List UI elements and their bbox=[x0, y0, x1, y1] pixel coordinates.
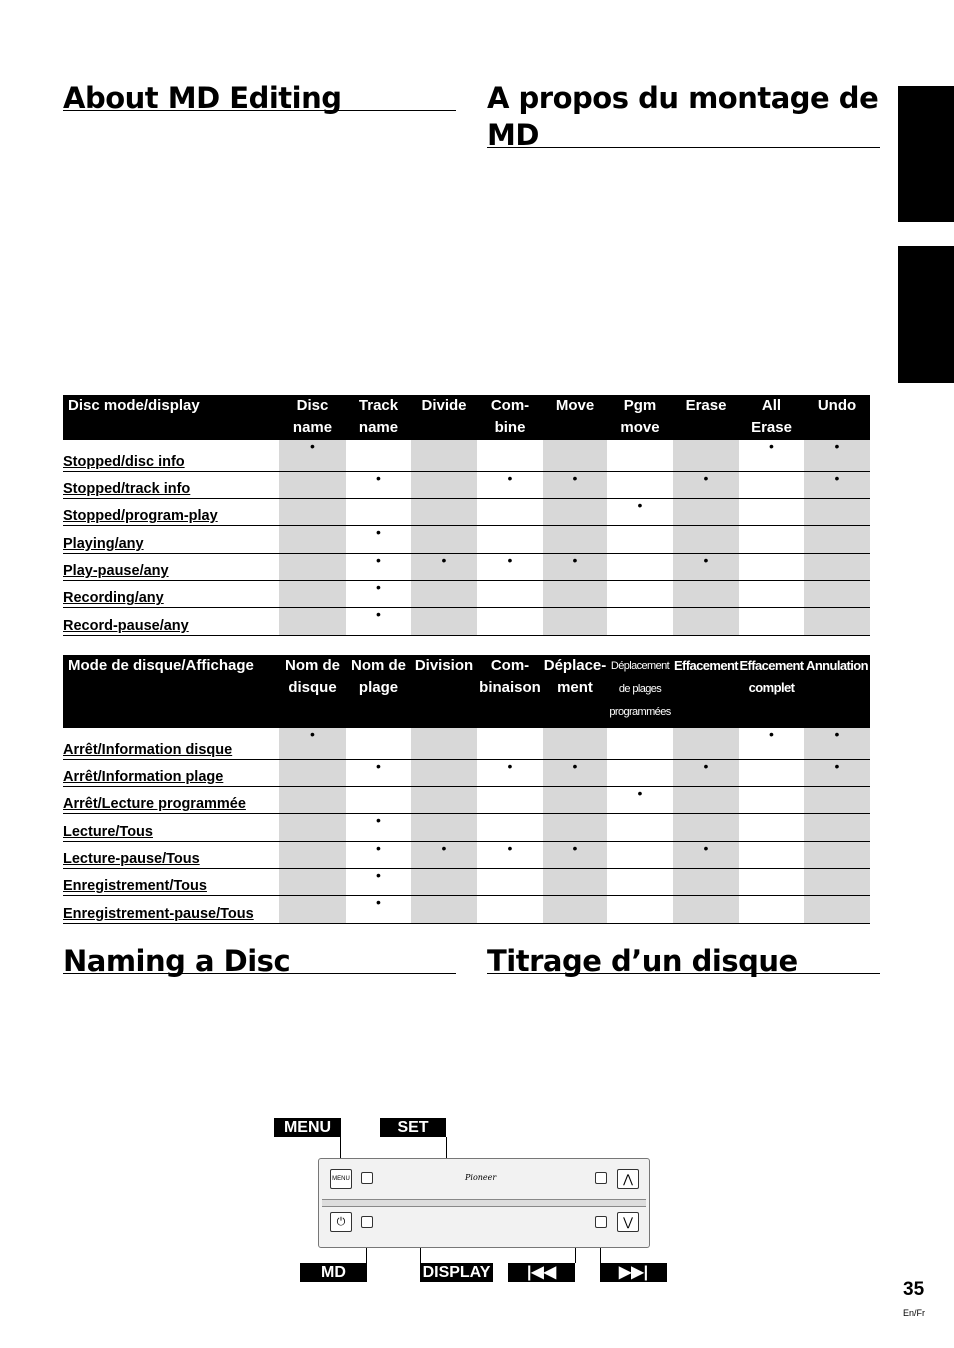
table-row bbox=[63, 841, 870, 868]
display-button-label: DISPLAY bbox=[420, 1263, 493, 1282]
previous-track-label: |◀◀ bbox=[508, 1263, 575, 1282]
col-header: Com- bine bbox=[477, 395, 543, 440]
table-cell bbox=[673, 728, 739, 759]
table-cell bbox=[804, 869, 870, 896]
table-row bbox=[63, 581, 870, 608]
bullet-mark: • bbox=[543, 471, 607, 498]
language-tab-french bbox=[898, 246, 954, 383]
table-cell bbox=[543, 869, 607, 896]
table-cell bbox=[477, 786, 543, 813]
table-cell bbox=[739, 526, 804, 553]
table-cell bbox=[279, 526, 346, 553]
table-cell bbox=[543, 581, 607, 608]
table-row bbox=[63, 553, 870, 580]
bullet-mark: • bbox=[739, 440, 804, 471]
table-cell bbox=[411, 814, 477, 841]
table-cell bbox=[477, 869, 543, 896]
table-cell bbox=[279, 786, 346, 813]
table-cell bbox=[804, 841, 870, 868]
table-cell bbox=[411, 759, 477, 786]
table-cell bbox=[673, 440, 739, 471]
table-cell bbox=[411, 896, 477, 923]
table-row bbox=[63, 814, 870, 841]
table-cell bbox=[543, 814, 607, 841]
table-cell bbox=[804, 786, 870, 813]
table-cell bbox=[739, 759, 804, 786]
table-cell bbox=[607, 759, 673, 786]
table-cell bbox=[739, 471, 804, 498]
col-header: Effacement complet bbox=[739, 655, 804, 728]
col-header: Mode de disque/Affichage bbox=[63, 655, 279, 728]
col-header: Effacement bbox=[673, 655, 739, 728]
table-cell bbox=[279, 581, 346, 608]
table-cell bbox=[279, 841, 346, 868]
col-header: Déplacement de plages programmées bbox=[607, 655, 673, 728]
down-arrow-icon[interactable]: ⋁ bbox=[617, 1212, 639, 1232]
menu-button-label: MENU bbox=[274, 1118, 341, 1137]
table-cell bbox=[411, 526, 477, 553]
table-cell bbox=[607, 581, 673, 608]
table-cell bbox=[477, 608, 543, 635]
table-cell bbox=[477, 581, 543, 608]
heading-naming-a-disc: Naming a Disc bbox=[63, 944, 291, 978]
col-header: Disc name bbox=[279, 395, 346, 440]
bullet-mark: • bbox=[543, 841, 607, 868]
table-cell bbox=[411, 440, 477, 471]
table-cell bbox=[411, 581, 477, 608]
col-header: Track name bbox=[346, 395, 411, 440]
bullet-mark: • bbox=[739, 728, 804, 759]
heading-about-md-editing: About MD Editing bbox=[63, 81, 342, 115]
table-cell bbox=[804, 581, 870, 608]
row-label: Enregistrement/Tous bbox=[63, 869, 279, 896]
bullet-mark: • bbox=[477, 759, 543, 786]
table-cell bbox=[411, 498, 477, 525]
table-cell bbox=[804, 498, 870, 525]
bullet-mark: • bbox=[673, 841, 739, 868]
table-cell bbox=[411, 471, 477, 498]
table-row bbox=[63, 728, 870, 759]
language-tab-english bbox=[898, 86, 954, 222]
table-cell bbox=[607, 608, 673, 635]
row-label: Stopped/track info bbox=[63, 471, 279, 498]
bullet-mark: • bbox=[673, 471, 739, 498]
table-cell bbox=[279, 498, 346, 525]
table-cell bbox=[543, 440, 607, 471]
col-header: Annulation bbox=[804, 655, 870, 728]
table-cell bbox=[411, 786, 477, 813]
heading-titrage: Titrage d’un disque bbox=[487, 944, 798, 978]
col-header: Erase bbox=[673, 395, 739, 440]
editing-table-en bbox=[63, 395, 870, 636]
heading-rule bbox=[487, 973, 880, 974]
table-cell bbox=[673, 608, 739, 635]
table-cell bbox=[477, 814, 543, 841]
table-cell bbox=[673, 814, 739, 841]
md-button[interactable] bbox=[361, 1216, 373, 1228]
table-cell bbox=[279, 553, 346, 580]
col-header: Com- binaison bbox=[477, 655, 543, 728]
col-header: Pgm move bbox=[607, 395, 673, 440]
bullet-mark: • bbox=[673, 553, 739, 580]
bullet-mark: • bbox=[411, 553, 477, 580]
col-header: Undo bbox=[804, 395, 870, 440]
heading-a-propos: A propos du montage de MD bbox=[487, 81, 879, 152]
table-cell bbox=[279, 869, 346, 896]
table-cell bbox=[607, 814, 673, 841]
table-cell bbox=[279, 471, 346, 498]
table-cell bbox=[411, 869, 477, 896]
table-cell bbox=[739, 498, 804, 525]
bullet-mark: • bbox=[346, 841, 411, 868]
table-cell bbox=[739, 553, 804, 580]
table-cell bbox=[673, 896, 739, 923]
bullet-mark: • bbox=[346, 814, 411, 841]
table-cell bbox=[346, 728, 411, 759]
table-cell bbox=[477, 526, 543, 553]
bullet-mark: • bbox=[346, 759, 411, 786]
table-cell bbox=[673, 581, 739, 608]
table-cell bbox=[739, 608, 804, 635]
bullet-mark: • bbox=[607, 786, 673, 813]
table-cell bbox=[477, 498, 543, 525]
heading-rule bbox=[63, 973, 456, 974]
md-button-label: MD bbox=[300, 1263, 367, 1282]
table-cell bbox=[739, 581, 804, 608]
bullet-mark: • bbox=[279, 728, 346, 759]
table-cell bbox=[804, 526, 870, 553]
table-cell bbox=[477, 440, 543, 471]
col-header: Nom de disque bbox=[279, 655, 346, 728]
table-cell bbox=[739, 841, 804, 868]
remote-control-panel bbox=[318, 1158, 650, 1248]
bullet-mark: • bbox=[346, 608, 411, 635]
row-label: Lecture-pause/Tous bbox=[63, 841, 279, 868]
col-header: Déplace- ment bbox=[543, 655, 607, 728]
col-header: All Erase bbox=[739, 395, 804, 440]
table-cell bbox=[279, 814, 346, 841]
table-row bbox=[63, 526, 870, 553]
editing-table-fr bbox=[63, 655, 870, 924]
heading-rule bbox=[487, 147, 880, 148]
table-cell bbox=[543, 786, 607, 813]
table-cell bbox=[607, 471, 673, 498]
row-label: Arrêt/Information disque bbox=[63, 728, 279, 759]
table-cell bbox=[543, 526, 607, 553]
bullet-mark: • bbox=[804, 440, 870, 471]
panel-small-button[interactable] bbox=[595, 1172, 607, 1184]
bullet-mark: • bbox=[477, 553, 543, 580]
panel-small-button[interactable] bbox=[361, 1172, 373, 1184]
table-cell bbox=[607, 841, 673, 868]
table-cell bbox=[607, 440, 673, 471]
page-number: 35 bbox=[903, 1279, 925, 1300]
table-cell bbox=[739, 896, 804, 923]
col-header: Disc mode/display bbox=[63, 395, 279, 440]
table-cell bbox=[804, 896, 870, 923]
table-cell bbox=[804, 608, 870, 635]
bullet-mark: • bbox=[543, 553, 607, 580]
bullet-mark: • bbox=[673, 759, 739, 786]
table-row bbox=[63, 608, 870, 635]
table-cell bbox=[411, 608, 477, 635]
table-cell bbox=[279, 759, 346, 786]
row-label: Arrêt/Lecture programmée bbox=[63, 786, 279, 813]
bullet-mark: • bbox=[346, 896, 411, 923]
bullet-mark: • bbox=[346, 869, 411, 896]
bullet-mark: • bbox=[346, 471, 411, 498]
table-row bbox=[63, 440, 870, 471]
table-cell bbox=[543, 728, 607, 759]
table-cell bbox=[673, 869, 739, 896]
bullet-mark: • bbox=[346, 581, 411, 608]
bullet-mark: • bbox=[346, 526, 411, 553]
table-cell bbox=[346, 498, 411, 525]
bullet-mark: • bbox=[607, 498, 673, 525]
table-cell bbox=[673, 498, 739, 525]
row-label: Enregistrement-pause/Tous bbox=[63, 896, 279, 923]
table-cell bbox=[804, 814, 870, 841]
table-cell bbox=[673, 526, 739, 553]
table-cell bbox=[477, 728, 543, 759]
table-cell bbox=[279, 608, 346, 635]
table-cell bbox=[804, 553, 870, 580]
bullet-mark: • bbox=[477, 471, 543, 498]
table-cell bbox=[411, 728, 477, 759]
table-cell bbox=[739, 814, 804, 841]
table-row bbox=[63, 896, 870, 923]
row-label: Playing/any bbox=[63, 526, 279, 553]
power-icon[interactable]: ⏻ bbox=[330, 1212, 352, 1232]
row-label: Record-pause/any bbox=[63, 608, 279, 635]
up-arrow-icon[interactable]: ⋀ bbox=[617, 1169, 639, 1189]
table-cell bbox=[477, 896, 543, 923]
bullet-mark: • bbox=[804, 728, 870, 759]
table-row bbox=[63, 759, 870, 786]
table-cell bbox=[543, 498, 607, 525]
bullet-mark: • bbox=[543, 759, 607, 786]
table-cell bbox=[607, 526, 673, 553]
table-cell bbox=[607, 869, 673, 896]
row-label: Play-pause/any bbox=[63, 553, 279, 580]
next-track-label: ▶▶| bbox=[600, 1263, 667, 1282]
row-label: Arrêt/Information plage bbox=[63, 759, 279, 786]
bullet-mark: • bbox=[346, 553, 411, 580]
panel-small-button[interactable] bbox=[595, 1216, 607, 1228]
panel-menu-button[interactable]: MENU bbox=[330, 1169, 352, 1189]
table-cell bbox=[543, 896, 607, 923]
table-row bbox=[63, 786, 870, 813]
table-cell bbox=[607, 728, 673, 759]
table-cell bbox=[346, 440, 411, 471]
table-cell bbox=[346, 786, 411, 813]
table-cell bbox=[739, 869, 804, 896]
bullet-mark: • bbox=[279, 440, 346, 471]
table-row bbox=[63, 471, 870, 498]
row-label: Recording/any bbox=[63, 581, 279, 608]
panel-button-strip bbox=[322, 1199, 646, 1207]
col-header: Nom de plage bbox=[346, 655, 411, 728]
set-button-label: SET bbox=[380, 1118, 446, 1137]
table-cell bbox=[607, 553, 673, 580]
table-cell bbox=[739, 786, 804, 813]
bullet-mark: • bbox=[804, 759, 870, 786]
table-cell bbox=[543, 608, 607, 635]
row-label: Stopped/program-play bbox=[63, 498, 279, 525]
col-header: Division bbox=[411, 655, 477, 728]
table-cell bbox=[279, 896, 346, 923]
bullet-mark: • bbox=[411, 841, 477, 868]
row-label: Lecture/Tous bbox=[63, 814, 279, 841]
col-header: Move bbox=[543, 395, 607, 440]
table-cell bbox=[673, 786, 739, 813]
table-row bbox=[63, 869, 870, 896]
row-label: Stopped/disc info bbox=[63, 440, 279, 471]
col-header: Divide bbox=[411, 395, 477, 440]
heading-rule bbox=[63, 110, 456, 111]
brand-logo: Pioneer bbox=[465, 1173, 497, 1182]
table-cell bbox=[607, 896, 673, 923]
bullet-mark: • bbox=[804, 471, 870, 498]
bullet-mark: • bbox=[477, 841, 543, 868]
language-code: En/Fr bbox=[903, 1308, 926, 1318]
table-row bbox=[63, 498, 870, 525]
